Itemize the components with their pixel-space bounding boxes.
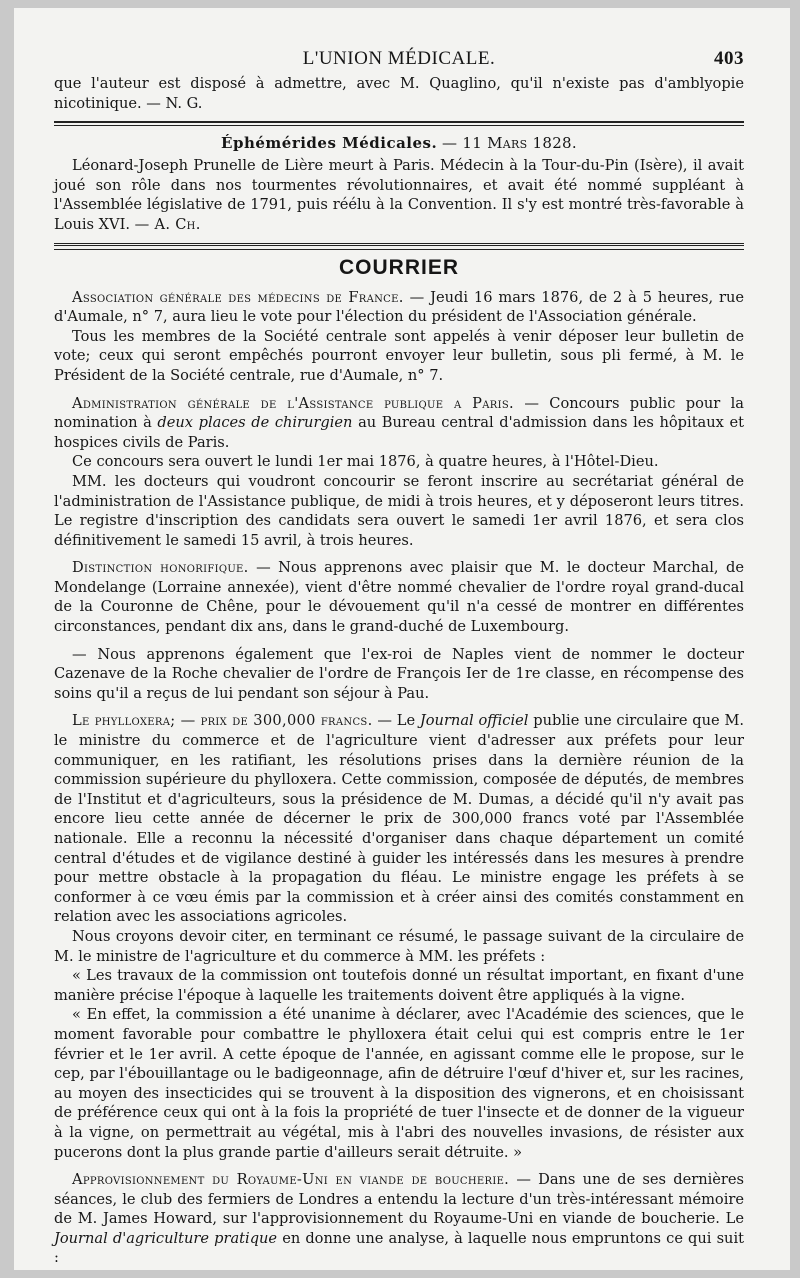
- intro-text: que l'auteur est disposé à admettre, avec M. Quaglino, qu'il n'existe pas d'amblyopie nicotinique.: [54, 75, 744, 112]
- approvisionnement-title: Approvisionnement du Royaume-Uni en viande de boucherie.: [72, 1171, 510, 1189]
- assistance-title: Administration générale de l'Assistance publique a Paris.: [72, 394, 514, 412]
- assistance-paragraph-3: MM. les docteurs qui voudront concourir se feront inscrire au secrétariat général de l'administration de l'Assistance publique, de midi à trois heures, et y déposeront leurs titres. Le registre d'inscription des candidats sera ouvert le samedi 1er avril 1876, et sera clos définitivement le samedi 15 avril, à trois heures.: [54, 472, 744, 549]
- page-number: 403: [714, 48, 744, 69]
- phylloxera-quote-2: « En effet, la commission a été unanime à déclarer, avec l'Académie des sciences, que le moment favorable pour combattre le phylloxera était celui qui est compris entre le 1er février et le 1er avril. A cette époque de l'année, en agissant comme elle le propose, sur le cep, par l'ébouillantage ou le badigeonnage, afin de détruire l'œuf d'hiver et, sur les racines, au moyen des insecticides qui se trouvent à la disposition des vignerons, et en choisissant de préférence ceux qui ont à la fois la propriété de tuer l'insecte et de donner de la vigueur à la vigne, on permettrait au végétal, mis à l'abri des nouvelles invasions, de résister aux pucerons dont la plus grande partie d'ailleurs serait détruite. »: [54, 1006, 744, 1161]
- assistance-text-b: au Bureau central d'admission dans les hôpitaux et hospices civils de Paris.: [54, 414, 744, 451]
- distinction-paragraph: [54, 558, 744, 636]
- ephemerides-date: — 11 Mars 1828.: [442, 134, 577, 153]
- association-paragraph: [54, 288, 744, 327]
- assistance-text-a: — Concours public pour la nomination à: [54, 394, 744, 432]
- distinction-text: — Nous apprenons avec plaisir que M. le docteur Marchal, de Mondelange (Lorraine annexée), vient d'être nommé chevalier de l'ordre royal grand-ducal de la Couronne de Chêne, pour le dévouement qu'il n'a cessé de montrer en différentes circonstances, pendant dix ans, dans le grand-duché de Luxembourg.: [54, 559, 745, 636]
- phylloxera-text-a: — Le: [377, 712, 416, 730]
- journal-title: L'UNION MÉDICALE.: [302, 48, 496, 69]
- ephemerides-heading: [54, 134, 744, 152]
- divider-top: [54, 121, 744, 126]
- phylloxera-quote-1: « Les travaux de la commission ont toutefois donné un résultat important, en fixant d'une manière précise l'époque à laquelle les traitements doivent être appliqués à la vigne.: [54, 967, 744, 1004]
- ephemerides-signature: — A. Ch.: [134, 215, 201, 233]
- intro-signature: — N. G.: [146, 94, 203, 112]
- assistance-paragraph-2: Ce concours sera ouvert le lundi 1er mai 1876, à quatre heures, à l'Hôtel-Dieu.: [72, 453, 659, 471]
- page: [14, 8, 790, 1270]
- approvisionnement-text-b: en donne une analyse, à laquelle nous empruntons ce qui suit :: [54, 1229, 744, 1267]
- assistance-paragraph: [54, 394, 744, 453]
- phylloxera-paragraph-2: Nous croyons devoir citer, en terminant ce résumé, le passage suivant de la circulaire de M. le ministre de l'agriculture et du commerce à MM. les préfets :: [54, 927, 744, 965]
- divider-courrier: [54, 243, 744, 250]
- association-paragraph-2: Tous les membres de la Société centrale sont appelés à venir déposer leur bulletin de vote; ceux qui seront empêchés pourront envoyer leur bulletin, sous pli fermé, à M. le Président de la Société centrale, rue d'Aumale, n° 7.: [54, 327, 744, 384]
- ephemerides-title: Éphémérides Médicales.: [221, 134, 438, 153]
- page-header: [54, 46, 744, 74]
- approvisionnement-italic: Journal d'agriculture pratique: [54, 1229, 278, 1247]
- ephemerides-paragraph: [54, 156, 744, 234]
- association-title: Association générale des médecins de France.: [72, 288, 404, 306]
- phylloxera-title: Le phylloxera; — prix de 300,000 francs.: [72, 712, 373, 730]
- content: [54, 46, 744, 1268]
- courrier-heading: COURRIER: [338, 255, 459, 279]
- assistance-italic: deux places de chirurgien: [157, 414, 353, 432]
- approvisionnement-text-a: — Dans une de ses dernières séances, le club des fermiers de Londres a entendu la lecture d'un très-intéressant mémoire de M. James Howard, sur l'approvisionnement du Royaume-Uni en viande de boucherie. Le: [54, 1171, 744, 1228]
- distinction-paragraph-2: — Nous apprenons également que l'ex-roi de Naples vient de nommer le docteur Cazenave de la Roche chevalier de l'ordre de François Ier de 1re classe, en récompense des soins qu'il a reçus de lui pendant son séjour à Pau.: [54, 645, 744, 702]
- phylloxera-paragraph: [54, 711, 744, 927]
- phylloxera-italic: Journal officiel: [419, 712, 529, 730]
- ephemerides-text: Léonard-Joseph Prunelle de Lière meurt à Paris. Médecin à la Tour-du-Pin (Isère), il avait joué son rôle dans nos tourmentes révolutionnaires, et avait été nommé suppléant à l'Assemblée législative de 1791, puis réélu à la Convention. Il s'y est montré très-favorable à Louis XVI.: [54, 157, 744, 233]
- intro-paragraph: [54, 74, 744, 113]
- association-text: — Jeudi 16 mars 1876, de 2 à 5 heures, rue d'Aumale, n° 7, aura lieu le vote pour l'élection du président de l'Association générale.: [54, 288, 745, 326]
- approvisionnement-paragraph: [54, 1170, 744, 1268]
- phylloxera-text-b: publie une circulaire que M. le ministre du commerce et de l'agriculture vient d'adresser aux préfets pour leur communiquer, en les ratifiant, les résolutions prises dans la dernière réunion de la commission supérieure du phylloxera. Cette commission, composée de députés, de membres de l'Institut et d'agriculteurs, sous la présidence de M. Dumas, a décidé qu'il n'y avait pas encore lieu cette année de décerner le prix de 300,000 francs voté par l'Assemblée nationale. Elle a reconnu la nécessité d'organiser dans chaque département un comité central d'études et de vigilance destiné à guider les intéressés dans les mesures à prendre pour mettre obstacle à la propagation du fléau. Le ministre engage les préfets à se conformer à ce vœu émis par la commission et à créer ainsi des comités constamment en relation avec les associations agricoles.: [54, 712, 745, 926]
- distinction-title: Distinction honorifique.: [72, 559, 249, 577]
